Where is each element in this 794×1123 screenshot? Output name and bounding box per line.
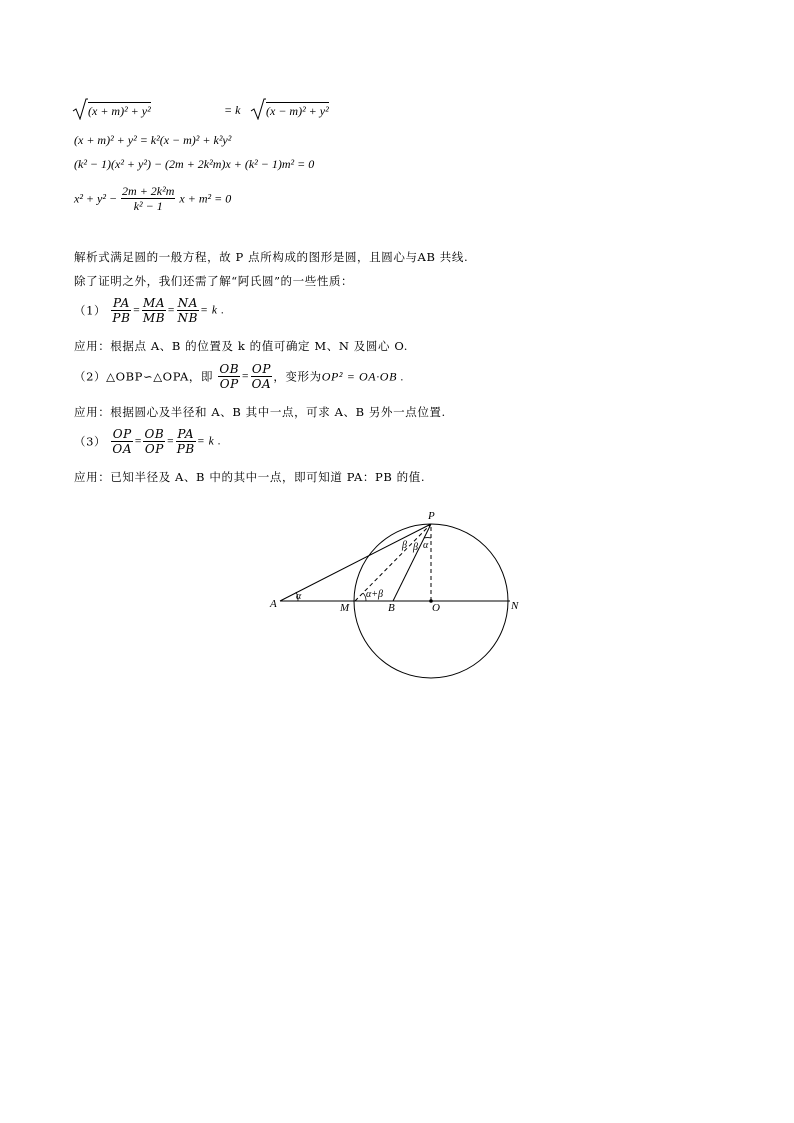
frac-den: OA xyxy=(251,377,272,391)
equals-k: = k xyxy=(224,103,241,117)
property-3 xyxy=(74,427,221,456)
label-alpha-a: α xyxy=(296,591,302,602)
application-3: 应用：已知半径及 A、B 中的其中一点，即可知道 PA：PB 的值. xyxy=(74,470,426,484)
label-alpha-beta: α+β xyxy=(366,589,383,600)
sqrt-sign-right xyxy=(250,98,266,120)
label-n: N xyxy=(511,600,519,612)
frac-num: NA xyxy=(177,296,198,310)
fraction-pa-pb xyxy=(176,427,196,456)
fraction-ma-mb xyxy=(142,296,166,325)
label-b: B xyxy=(388,602,395,614)
property-2 xyxy=(74,362,404,391)
equals-k: = k . xyxy=(196,435,222,448)
fraction-ob-op xyxy=(143,427,165,456)
frac-den: OP xyxy=(219,377,239,391)
label-p: P xyxy=(428,510,435,522)
transform-text: ，变形为 xyxy=(273,369,322,384)
equation-line-4 xyxy=(74,184,231,213)
frac-num: PA xyxy=(177,427,195,441)
frac-num: OB xyxy=(219,362,240,376)
label-alpha-p: α xyxy=(423,540,429,551)
paragraph-2: 除了证明之外，我们还需了解“阿氏圆”的一些性质： xyxy=(74,274,354,288)
label-m: M xyxy=(340,602,350,614)
fraction-op-oa xyxy=(251,362,273,391)
line-ap xyxy=(280,524,431,601)
line-bp xyxy=(393,524,431,601)
op-squared-formula: OP² = OA·OB . xyxy=(321,369,405,384)
sqrt-sign-left xyxy=(72,98,88,120)
application-1: 应用：根据点 A、B 的位置及 k 的值可确定 M、N 及圆心 O. xyxy=(74,339,408,353)
frac-den: MB xyxy=(142,311,166,325)
equals-sign: = xyxy=(134,435,143,448)
property-1 xyxy=(74,296,225,325)
equation-line-2: (x + m)² + y² = k²(x − m)² + k²y² xyxy=(74,133,232,147)
label-beta2-p: β xyxy=(413,542,418,553)
equals-sign: = xyxy=(132,304,141,317)
frac-num: OP xyxy=(251,362,272,376)
paragraph-1: 解析式满足圆的一般方程，故 P 点所构成的图形是圆，且圆心与AB 共线. xyxy=(74,250,469,264)
equals-sign: = xyxy=(167,304,176,317)
frac-den: PB xyxy=(112,311,131,325)
fraction-pa-pb xyxy=(111,296,131,325)
sqrt-radicand-right: (x − m)² + y² xyxy=(266,104,329,118)
frac-den: PB xyxy=(176,442,195,456)
equals-k: = k . xyxy=(200,304,225,317)
fraction-na-nb xyxy=(177,296,200,325)
property-3-label: （3） xyxy=(74,434,107,449)
frac-num: PA xyxy=(113,296,130,310)
eq4-numerator: 2m + 2k²m xyxy=(122,184,175,198)
fraction-op-oa xyxy=(111,427,133,456)
eq4-post: x + m² = 0 xyxy=(179,191,232,206)
equals-sign: = xyxy=(241,370,250,383)
apollonius-circle-figure xyxy=(260,505,540,685)
application-2: 应用：根据圆心及半径和 A、B 其中一点，可求 A、B 另外一点位置. xyxy=(74,405,446,419)
label-o: O xyxy=(432,602,440,614)
frac-den: NB xyxy=(177,311,199,325)
frac-num: OP xyxy=(112,427,132,441)
sqrt-radicand-left: (x + m)² + y² xyxy=(88,104,151,118)
label-a: A xyxy=(270,598,277,610)
property-1-label: （1） xyxy=(74,303,107,318)
frac-den: OA xyxy=(112,442,133,456)
eq4-fraction xyxy=(121,184,175,213)
similar-triangles: △OBP∽△OPA，即 xyxy=(106,369,214,384)
frac-num: MA xyxy=(142,296,166,310)
equals-sign: = xyxy=(166,435,175,448)
equation-line-3: (k² − 1)(x² + y²) − (2m + 2k²m)x + (k² − 1)m² = 0 xyxy=(74,157,315,171)
label-beta-p: β xyxy=(402,540,407,551)
frac-den: OP xyxy=(144,442,164,456)
frac-num: OB xyxy=(144,427,165,441)
property-2-label: （2） xyxy=(74,369,107,384)
fraction-ob-op xyxy=(218,362,240,391)
eq4-denominator: k² − 1 xyxy=(133,199,163,213)
eq4-pre: x² + y² − xyxy=(74,191,118,206)
